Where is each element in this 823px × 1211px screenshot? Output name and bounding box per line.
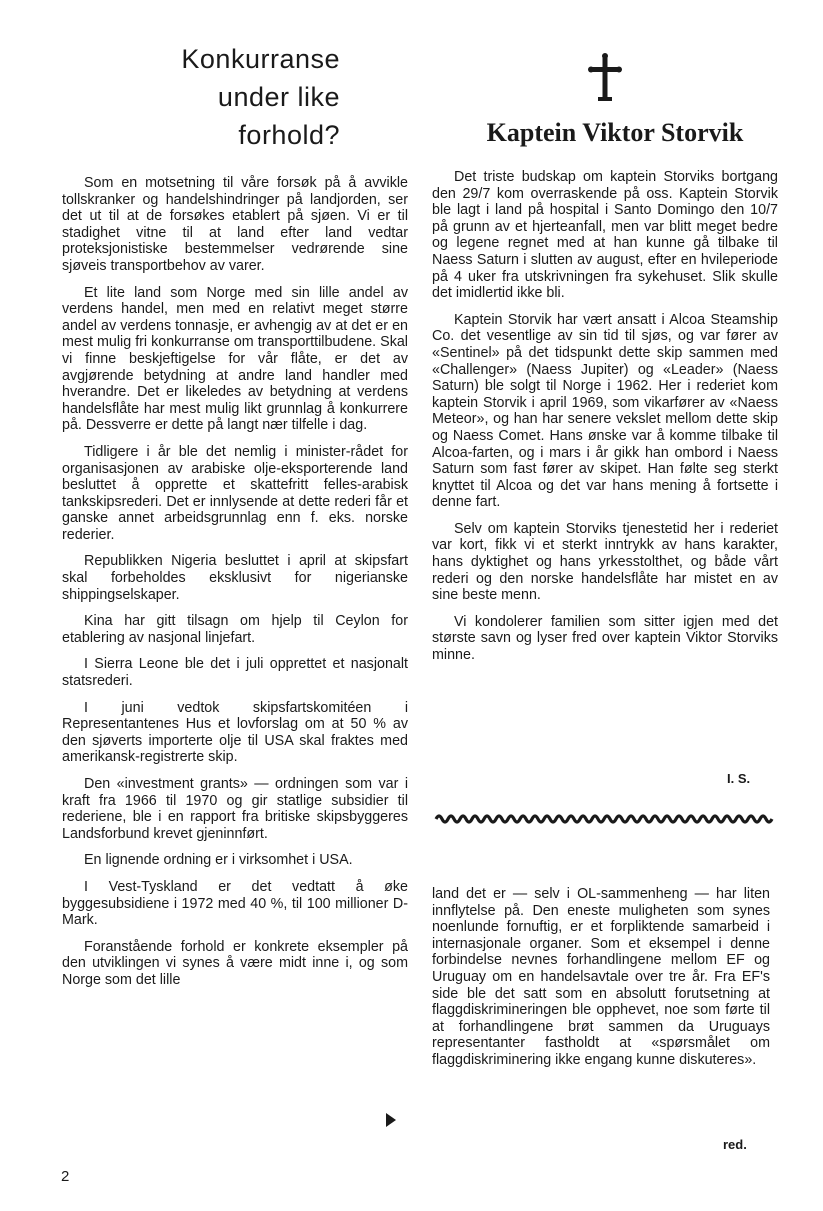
cross-icon <box>588 53 622 103</box>
article-paragraph: En lignende ordning er i virksomhet i USA. <box>84 852 353 869</box>
obituary-paragraph: Det triste budskap om kaptein Storviks bortgang den 29/7 kom overraskende på oss. Kaptein Storvik ble lagt i land på hospital i Santo Domingo den 10/7 på grunn av et hjerteanfall, men var blitt meget bedre og legene regnet med at han kunne gå tilbake til Naess Saturn i slutten av august, efter en hvileperiode på 4 uker fra utskrivningen fra sykehuset. Slik skulle det imidlertid ikke bli. <box>432 169 778 302</box>
obituary-title: Kaptein Viktor Storvik <box>486 118 744 147</box>
article-paragraph: I Vest-Tyskland er det vedtatt å øke byggesubsidiene i 1972 med 40 %, til 100 millioner D-Mark. <box>62 878 408 929</box>
obituary-paragraph: Vi kondolerer familien som sitter igjen med det største savn og lyser fred over kaptein Viktor Storviks minne. <box>432 613 778 664</box>
article-paragraph: Som en motsetning til våre forsøk på å avvikle tollskranker og handelshindringer på landjorden, ser det ut til at de forsøkes etablert på sjøen. Vi er til stadighet vitne til at land efter land vedtar proteksjonistiske bestemmelser vedrørende sine sjøveis transportbehov av varer. <box>62 175 408 274</box>
article-paragraph: I juni vedtok skipsfartskomitéen i Representantenes Hus et lovforslag om at 50 % av den sjøverts importerte olje til USA skal fraktes med amerikansk-registrerte skip. <box>62 699 408 766</box>
article-paragraph: Den «investment grants» — ordningen som var i kraft fra 1966 til 1970 og gir statlige subsidier til rederiene, ble i en rapport fra britiske skipsbyggeres Landsforbund krevet gjeninnført. <box>62 776 408 842</box>
article-title-line: under like <box>217 82 340 112</box>
article-body <box>62 175 408 999</box>
article-title-line: Konkurranse <box>181 44 340 74</box>
article-signature: red. <box>723 1137 747 1152</box>
page-number: 2 <box>61 1168 70 1185</box>
article-paragraph: Et lite land som Norge med sin lille andel av verdens handel, men med en relativt meget større andel av verdens tonnasje, er avhengig av at det er en mest mulig fri konkurranse om transporttilbudene. Skal vi finne beskjeftigelse for vår flåte, er det av avgjørende betydning at andre land handler med hverandre. Det er likeledes av betydning at verdens handelsflåte har mest mulig likt grunnlag å konkurrere på. Dessverre er dette på langt nær tilfelle i dag. <box>62 284 408 434</box>
article-title <box>150 40 340 154</box>
article-paragraph: Kina har gitt tilsagn om hjelp til Ceylon for etablering av nasjonal linjefart. <box>62 613 408 646</box>
wave-divider <box>434 812 774 826</box>
article-paragraph: Republikken Nigeria besluttet i april at skipsfart skal forbeholdes eksklusivt for nigerianske shippingselskaper. <box>62 553 408 603</box>
obituary-body <box>432 169 778 674</box>
article-paragraph: Tidligere i år ble det nemlig i minister-rådet for organisasjonen av arabiske olje-eksporterende land besluttet å opprette et skattefritt felles-arabisk tankskipsrederi. Det er innlysende at dette rederi får et ganske annet arbeidsgrunnlag enn f. eks. norske rederier. <box>62 443 408 543</box>
article-paragraph: Foranstående forhold er konkrete eksempler på den utviklingen vi synes å være midt inne i, og som Norge som det lille <box>62 938 408 988</box>
article-title-line: forhold? <box>238 120 340 150</box>
obituary-paragraph: Kaptein Storvik har vært ansatt i Alcoa Steamship Co. det vesentlige av sin tid til sjøs, og var fører av «Sentinel» på det tidspunkt dette skip sammen med «Challenger» (Naess Jupiter) og «Leader» (Naess Saturn) ble solgt til Norge i 1962. Her i rederiet kom kaptein Storvik i april 1969, som vikarfører av «Naess Meteor», og han har senere vekslet mellom dette skip og Naess Comet. Hans ønske var å komme tilbake til Alcoa-farten, og i mars i år gikk han ombord i Naess Saturn som fast fører av skipet. Han følte seg sterkt knyttet til Alcoa og det var hans mening å fortsette i denne fart. <box>432 311 778 511</box>
article-paragraph: land det er — selv i OL-sammenheng — har liten innflytelse på. Den eneste muligheten som synes noenlunde fornuftig, er et forpliktende samarbeid i internasjonale organer. Som et eksempel i denne forbindelse nevnes forhandlingene mellom EF og Uruguay om en handelsavtale over tre år. Fra EF's side ble det satt som en absolutt forutsetning at flaggdiskrimineringen ble opphevet, noe som førte til at forhandlingene brøt sammen da Uruguays representanter fastholdt at «spørsmålet om flaggdiskriminering ikke engang kunne diskuteres». <box>432 886 770 1068</box>
article-paragraph: I Sierra Leone ble det i juli opprettet et nasjonalt statsrederi. <box>62 656 408 690</box>
continue-arrow-icon <box>385 1112 397 1128</box>
article-continuation <box>432 886 770 1079</box>
obituary-paragraph: Selv om kaptein Storviks tjenestetid her i rederiet var kort, fikk vi et sterkt inntrykk av hans karakter, hans dyktighet og hans yrkesstolthet, og både vårt rederi og den norske handelsflåte har mistet en av sine beste menn. <box>432 520 778 604</box>
obituary-signature: I. S. <box>727 771 751 786</box>
